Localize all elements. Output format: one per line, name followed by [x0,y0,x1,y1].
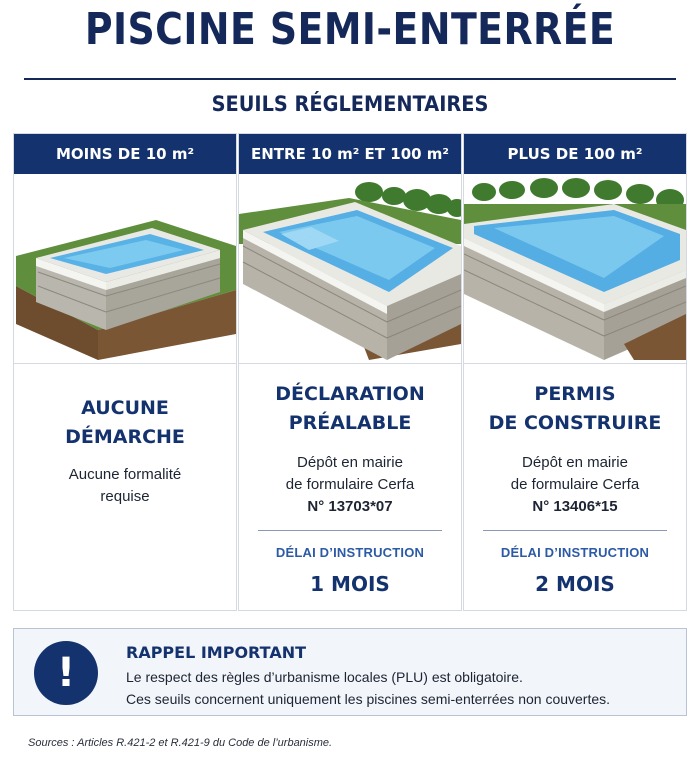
requirement-title [464,364,686,438]
description-line-2: requise [100,488,150,505]
reminder-line-2: Ces seuils concernent uniquement les piscines semi-enterrées non couvertes. [126,691,611,707]
requirement-line-1: PERMIS [534,383,616,405]
sources-footnote: Sources : Articles R.421-2 et R.421-9 du Code de l’urbanisme. [28,737,333,749]
description-line-1: Dépôt en mairie [522,454,628,471]
large-pool-image [464,174,686,364]
card-header: ENTRE 10 m² ET 100 m² [239,134,461,174]
card-body [239,364,461,610]
reminder-title: RAPPEL IMPORTANT [126,643,307,662]
threshold-card-large [463,133,687,611]
requirement-line-1: AUCUNE [81,397,169,419]
threshold-card-medium [238,133,462,611]
delay-value: 2 MOIS [535,572,615,596]
threshold-card-small [13,133,237,611]
page-title: PISCINE SEMI-ENTERRÉE [84,4,616,55]
important-reminder-box [13,628,687,716]
description-line-2: de formulaire Cerfa [510,476,640,493]
page-subtitle: SEUILS RÉGLEMENTAIRES [211,92,489,116]
requirement-title [239,364,461,438]
card-body [14,364,236,610]
pool-illustration-large [464,174,686,364]
reminder-line-1: Le respect des règles d’urbanisme locales (PLU) est obligatoire. [126,669,523,685]
requirement-description [464,452,686,518]
card-header: MOINS DE 10 m² [14,134,236,174]
pool-illustration-small [14,174,236,364]
card-divider [258,530,442,531]
requirement-description [239,452,461,518]
card-header: PLUS DE 100 m² [464,134,686,174]
medium-pool-image [239,174,461,364]
exclamation-glyph: ! [56,650,76,696]
pool-illustration-medium [239,174,461,364]
cerfa-number: N° 13703*07 [307,498,393,515]
requirement-line-1: DÉCLARATION [275,383,425,405]
requirement-line-2: DE CONSTRUIRE [488,412,662,434]
delay-label: DÉLAI D’INSTRUCTION [275,545,425,560]
small-pool-image [14,174,236,364]
exclamation-icon [34,641,98,705]
description-line-1: Dépôt en mairie [297,454,403,471]
description-line-2: de formulaire Cerfa [285,476,415,493]
requirement-title [14,364,236,452]
requirement-line-2: PRÉALABLE [288,412,412,434]
requirement-line-2: DÉMARCHE [65,426,185,448]
title-divider [24,78,676,80]
description-line-1: Aucune formalité [68,466,182,483]
card-divider [483,530,667,531]
requirement-description [14,464,236,508]
delay-label: DÉLAI D’INSTRUCTION [500,545,650,560]
delay-value: 1 MOIS [310,572,390,596]
card-body [464,364,686,610]
cerfa-number: N° 13406*15 [532,498,618,515]
